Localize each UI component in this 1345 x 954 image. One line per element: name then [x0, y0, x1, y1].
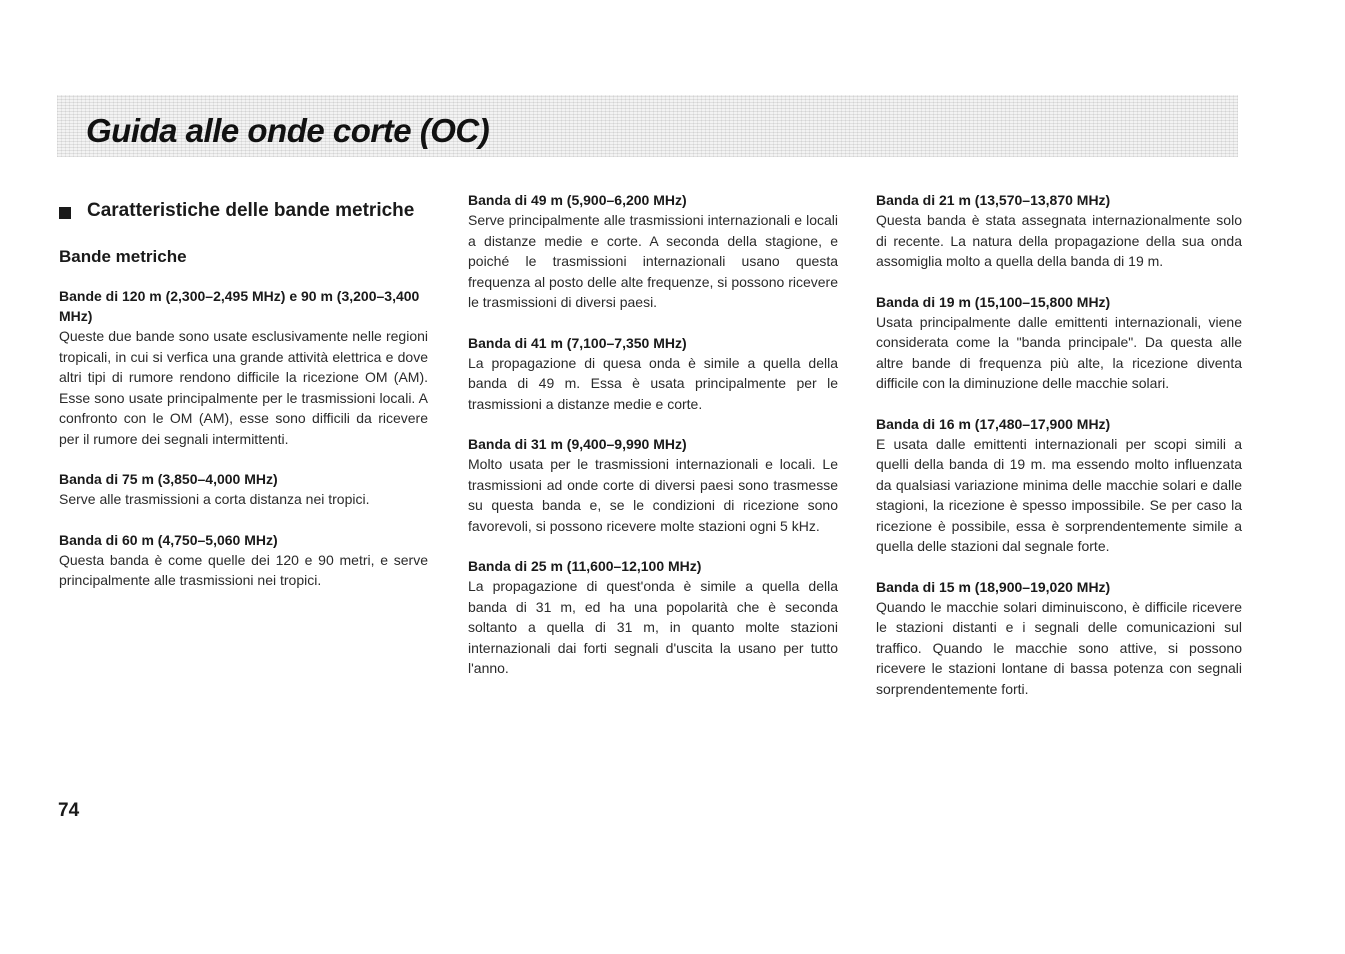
band-description: La propagazione di quesa onda è simile a quella della banda di 49 m. Essa è usata principalmente per le trasmissioni a distanze medie e corte.: [468, 354, 838, 412]
band-description: Questa banda è stata assegnata internazionalmente solo di recente. La natura della propagazione della sua onda assomiglia molto a quella della banda di 19 m.: [876, 212, 1242, 269]
band-entry: [468, 556, 838, 679]
band-title: Banda di 60 m (4,750–5,060 MHz): [59, 531, 278, 548]
band-description: La propagazione di quest'onda è simile a quella della banda di 31 m, ed ha una popolarità che è seconda soltanto a quella di 31 m, in quanto molte stazioni internazionali dai forti segnali d'uscita la usano per tutto l'anno.: [468, 578, 838, 676]
band-title: Banda di 21 m (13,570–13,870 MHz): [876, 192, 1111, 208]
section-title: [59, 198, 428, 224]
page-number: 74: [58, 800, 80, 821]
band-title: Banda di 16 m (17,480–17,900 MHz): [876, 415, 1111, 432]
page-title: Guida alle onde corte (OC): [86, 112, 490, 149]
band-entry: [59, 530, 428, 591]
column-1: [59, 190, 428, 611]
band-description: Questa banda è come quelle dei 120 e 90 metri, e serve principalmente alle trasmissioni nei tropici.: [59, 551, 428, 588]
band-title: Banda di 49 m (5,900–6,200 MHz): [468, 192, 687, 208]
band-title: Banda di 31 m (9,400–9,990 MHz): [468, 436, 687, 452]
band-title: Banda di 15 m (18,900–19,020 MHz): [876, 578, 1111, 595]
band-description: Molto usata per le trasmissioni internazionali e locali. Le trasmissioni ad onde corte di diversi paesi sono trasmesse su questa banda e, se le condizioni di ricezione sono favorevoli, si possono ricevere molte stazioni ogni 5 kHz.: [468, 456, 838, 534]
band-description: E usata dalle emittenti internazionali per scopi simili a quelli della banda di 19 m. ma essendo molto influenzata da qualsiasi variazione minima delle macchie solari e dalle stagioni, la ricezione è spesso impossibile. Se per caso la ricezione è possibile, essa è sorprendentemente simile a quella delle stazioni dal segnale forte.: [876, 435, 1242, 554]
band-title: Banda di 25 m (11,600–12,100 MHz): [468, 558, 702, 574]
band-description: Quando le macchie solari diminuiscono, è difficile ricevere le stazioni distanti e i segnali delle comunicazioni sul traffico. Quando le macchie sono attive, si possono ricevere le stazioni lontane di bassa potenza con segnali sorprendentemente forti.: [876, 598, 1242, 697]
square-bullet-icon: [59, 207, 71, 219]
band-entry: [876, 414, 1242, 557]
band-entry: [59, 469, 428, 510]
band-title: Banda di 41 m (7,100–7,350 MHz): [468, 334, 687, 351]
column-2: [468, 190, 838, 699]
column-3: [876, 190, 1242, 719]
section-subtitle: Bande metriche: [59, 247, 187, 266]
band-entry: [468, 434, 838, 536]
band-entry: [59, 286, 428, 449]
band-description: Serve alle trasmissioni a corta distanza nei tropici.: [59, 491, 370, 507]
band-title: Banda di 19 m (15,100–15,800 MHz): [876, 293, 1111, 310]
section-title-text: Caratteristiche delle bande metriche: [87, 200, 415, 221]
band-description: Serve principalmente alle trasmissioni internazionali e locali a distanze medie e corte. A seconda della stagione, e poiché le trasmissioni internazionali usano questa frequenza al posto delle alte frequenze, si possono ricevere le trasmissioni di diversi paesi.: [468, 212, 838, 310]
band-entry: [468, 190, 838, 313]
band-title: Bande di 120 m (2,300–2,495 MHz) e 90 m (3,200–3,400 MHz): [59, 288, 420, 324]
band-title: Banda di 75 m (3,850–4,000 MHz): [59, 471, 278, 487]
band-description: Queste due bande sono usate esclusivamente nelle regioni tropicali, in cui si verfica una grande attività elettrica e dove altri tipi di rumore rendono difficile la ricezione OM (AM). Esse sono usate principalmente per le trasmissioni locali. A confronto con le OM (AM), esse sono difficili da ricevere per il rumore dei segnali intermittenti.: [59, 328, 428, 447]
band-entry: [876, 577, 1242, 700]
band-entry: [468, 333, 838, 415]
band-entry: [876, 190, 1242, 272]
band-entry: [876, 292, 1242, 394]
band-description: Usata principalmente dalle emittenti internazionali, viene considerata come la "banda principale". Da questa alle altre bande di frequenza più alte, la ricezione diventa difficile con la diminuzione delle macchie solari.: [876, 313, 1242, 391]
